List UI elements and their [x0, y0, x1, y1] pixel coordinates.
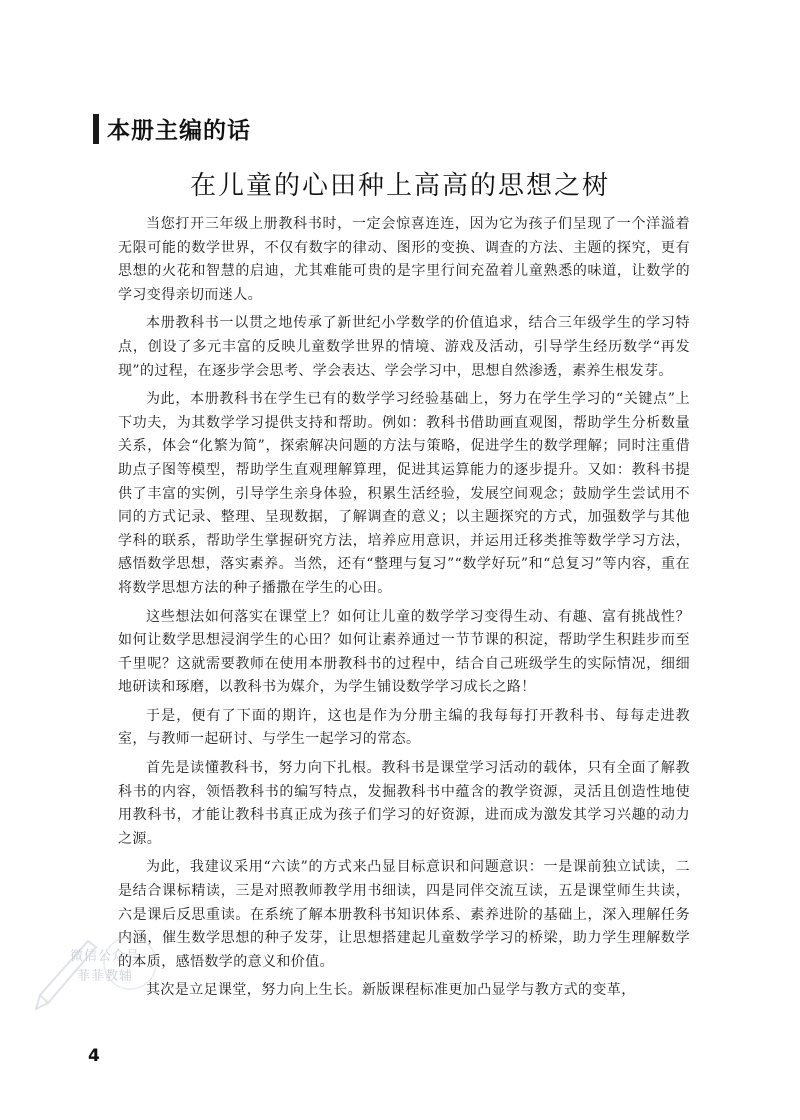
paragraph: 这些想法如何落实在课堂上？如何让儿童的数学学习变得生动、有趣、富有挑战性？如何让数学思想浸润学生的心田？如何让素养通过一节节课的积淀，帮助学生积跬步而至千里呢？这就需要教师在使用本册教科书的过程中，结合自己班级学生的实际情况，细细地研读和琢磨，以教科书为媒介，为学生铺设数学学习成长之路！ [118, 608, 690, 696]
paragraph: 首先是读懂教科书，努力向下扎根。教科书是课堂学习活动的载体，只有全面了解教科书的内容，领悟教科书的编写特点，发掘教科书中蕴含的教学资源，灵活且创造性地使用教科书，才能让教科书真正成为孩子们学习的好资源，进而成为激发其学习兴趣的动力之源。 [118, 760, 690, 847]
watermark-line-2: 菲菲教辅 [76, 969, 133, 984]
paragraph: 为此，我建议采用“六读”的方式来凸显目标意识和问题意识：一是课前独立试读，二是结合课标精读，三是对照教师教学用书细读，四是同伴交流互读，五是课堂师生共读，六是课后反思重读。在系统了解本册教科书知识体系、素养进阶的基础上，深入理解任务内涵，催生数学思想的种子发芽，让思想搭建起儿童数学学习的桥梁，助力学生理解数学的本质，感悟数学的意义和价值。 [118, 859, 690, 970]
section-header [93, 112, 251, 145]
paragraph: 其次是立足课堂，努力向上生长。新版课程标准更加凸显学与教方式的变革， [146, 982, 636, 999]
essay-body [118, 213, 690, 1008]
watermark-line-1: 微信公众号 [69, 949, 140, 964]
section-bar [93, 114, 99, 144]
paragraph: 于是，便有了下面的期许，这也是作为分册主编的我每每打开教科书、每每走进教室，与教师一起研讨、与学生一起学习的常态。 [118, 707, 690, 748]
essay-title: 在儿童的心田种上高高的思想之树 [189, 171, 610, 201]
paragraph: 本册教科书一以贯之地传承了新世纪小学数学的价值追求，结合三年级学生的学习特点，创设了多元丰富的反映儿童数学世界的情境、游戏及活动，引导学生经历数学“再发现”的过程，在逐步学会思考、学会表达、学会学习中，思想自然渗透，素养生根发芽。 [118, 315, 690, 379]
section-title: 本册主编的话 [107, 118, 251, 144]
page-number: 4 [88, 1046, 100, 1066]
paragraph: 为此，本册教科书在学生已有的数学学习经验基础上，努力在学生学习的“关键点”上下功夫，为其数学学习提供支持和帮助。例如：教科书借助画直观图，帮助学生分析数量关系，体会“化繁为简”，探索解决问题的方法与策略，促进学生的数学理解；同时注重借助点子图等模型，帮助学生直观理解算理，促进其运算能力的逐步提升。又如：教科书提供了丰富的实例，引导学生亲身体验，积累生活经验，发展空间观念；鼓励学生尝试用不同的方式记录、整理、呈现数据，了解调查的意义；以主题探究的方式，加强数学与其他学科的联系，帮助学生掌握研究方法，培养应用意识，并运用迁移类推等数学学习方法，感悟数学思想，落实素养。当然，还有“整理与复习”“数学好玩”和“总复习”等内容，重在将数学思想方法的种子播撒在学生的心田。 [118, 391, 690, 596]
paragraph: 当您打开三年级上册教科书时，一定会惊喜连连，因为它为孩子们呈现了一个洋溢着无限可能的数学世界，不仅有数字的律动、图形的变换、调查的方法、主题的探究，更有思想的火花和智慧的启迪，尤其难能可贵的是字里行间充盈着儿童熟悉的味道，让数学的学习变得亲切而迷人。 [118, 216, 690, 303]
watermark [30, 933, 180, 1013]
